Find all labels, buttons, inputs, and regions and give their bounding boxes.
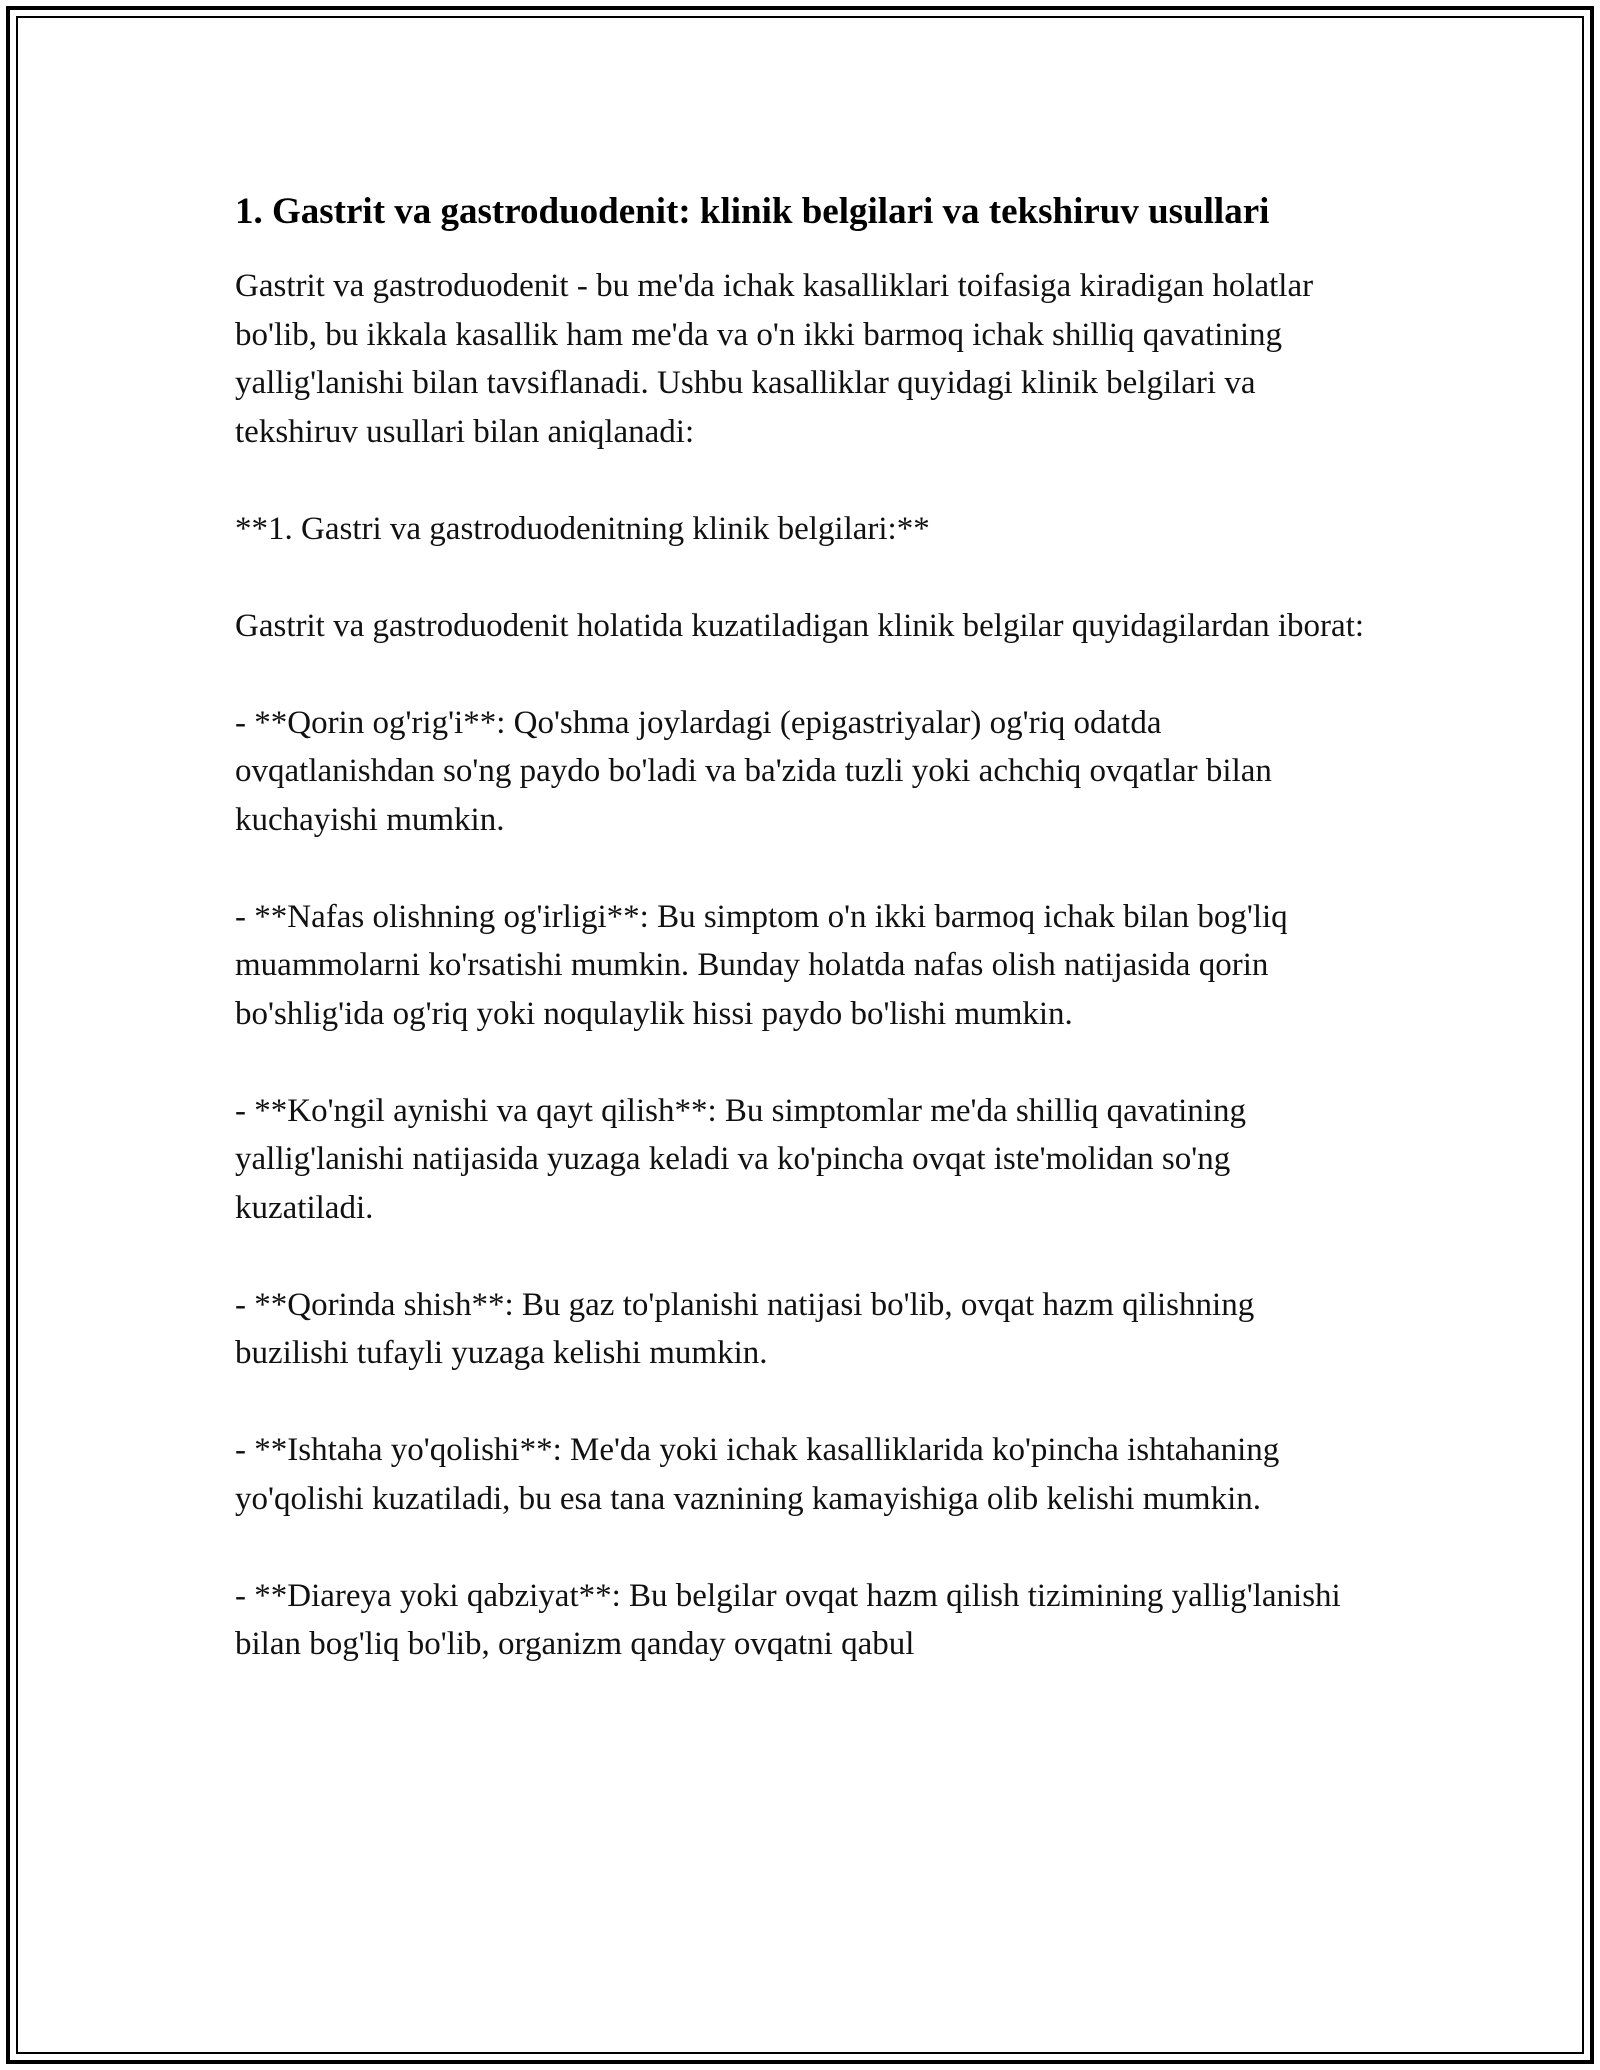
symptom-item-breathing: - **Nafas olishning og'irligi**: Bu simptom o'n ikki barmoq ichak bilan bog'liq muammolarni ko'rsatishi mumkin. Bunday holatda nafas olish natijasida qorin bo'shlig'ida og'riq yoki noqulaylik hissi paydo bo'lishi mumkin. — [235, 898, 1288, 1032]
symptom-item-bloating: - **Qorinda shish**: Bu gaz to'planishi natijasi bo'lib, ovqat hazm qilishning buzilishi tufayli yuzaga kelishi mumkin. — [235, 1286, 1255, 1371]
subsection-title: **1. Gastri va gastroduodenitning klinik belgilari:** — [235, 510, 930, 547]
symptom-item-abdominal-pain: - **Qorin og'rig'i**: Qo'shma joylardagi (epigastriyalar) og'riq odatda ovqatlanishdan so'ng paydo bo'ladi va ba'zida tuzli yoki achchiq ovqatlar bilan kuchayishi mumkin. — [235, 704, 1272, 838]
symptom-item-appetite-loss: - **Ishtaha yo'qolishi**: Me'da yoki ichak kasalliklarida ko'pincha ishtahaning yo'qolishi kuzatiladi, bu esa tana vaznining kamayishiga olib kelishi mumkin. — [235, 1432, 1280, 1517]
section-heading: 1. Gastrit va gastroduodenit: klinik belgilari va tekshiruv usullari — [235, 191, 1270, 232]
intro-paragraph: Gastrit va gastroduodenit - bu me'da ichak kasalliklari toifasiga kiradigan holatlar bo'lib, bu ikkala kasallik ham me'da va o'n ikki barmoq ichak shilliq qavatining yallig'lanishi bilan tavsiflanadi. Ushbu kasalliklar quyidagi klinik belgilari va tekshiruv usullari bilan aniqlanadi: — [235, 268, 1314, 450]
symptom-item-nausea: - **Ko'ngil aynishi va qayt qilish**: Bu simptomlar me'da shilliq qavatining yallig'lanishi natijasida yuzaga keladi va ko'pincha ovqat iste'molidan so'ng kuzatiladi. — [235, 1092, 1246, 1226]
symptom-item-diarrhea: - **Diareya yoki qabziyat**: Bu belgilar ovqat hazm qilish tizimining yallig'lanishi bilan bog'liq bo'lib, organizm qanday ovqatni qabul — [235, 1577, 1341, 1662]
symptoms-intro-paragraph: Gastrit va gastroduodenit holatida kuzatiladigan klinik belgilar quyidagilardan iborat: — [235, 607, 1365, 644]
document-page — [235, 185, 1365, 1717]
